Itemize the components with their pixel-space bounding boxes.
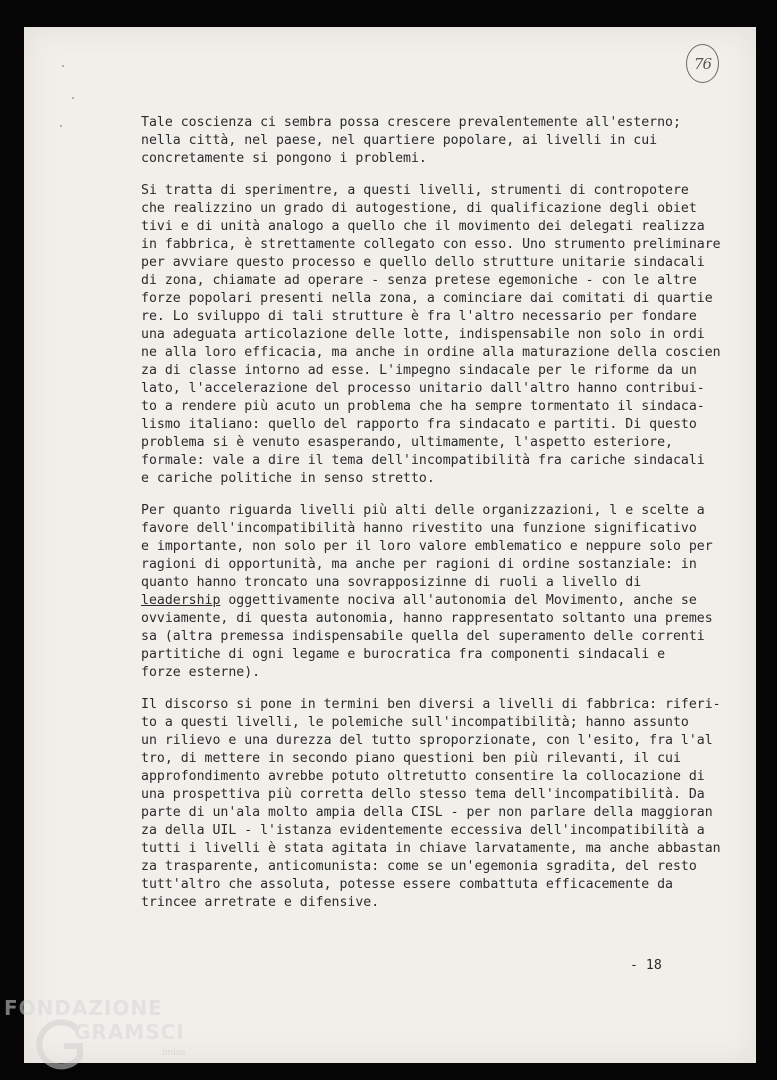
paragraph bbox=[141, 502, 713, 682]
text-line: Tale coscienza ci sembra possa crescere prevalentemente all'esterno; bbox=[141, 115, 681, 130]
text-line: che realizzino un grado di autogestione, di qualificazione degli obiet bbox=[141, 201, 697, 216]
footer-page-label: - 18 bbox=[630, 958, 662, 973]
text-line: partitiche di ogni legame e burocratica fra componenti sindacali e bbox=[141, 647, 666, 662]
speck bbox=[72, 97, 74, 99]
speck bbox=[60, 125, 62, 127]
watermark-logo bbox=[4, 992, 204, 1072]
text-line: ragioni di opportunità, ma anche per ragioni di ordine sostanziale: in bbox=[141, 557, 697, 572]
text-line: approfondimento avrebbe potuto oltretutto consentire la collocazione di bbox=[141, 769, 705, 784]
text-line: re. Lo sviluppo di tali strutture è fra l'altro necessario per fondare bbox=[141, 309, 697, 324]
text-line: concretamente si pongono i problemi. bbox=[141, 151, 427, 166]
circled-page-number: 76 bbox=[686, 44, 719, 83]
text-line: lismo italiano: quello del rapporto fra sindacato e partiti. Di questo bbox=[141, 417, 697, 432]
text-line: Il discorso si pone in termini ben diversi a livelli di fabbrica: riferi- bbox=[141, 697, 721, 712]
underlined-word: leadership bbox=[141, 593, 221, 608]
text-line: trincee arretrate e difensive. bbox=[141, 895, 380, 910]
text-line: parte di un'ala molto ampia della CISL - per non parlare della maggioran bbox=[141, 805, 713, 820]
paragraph bbox=[141, 114, 681, 168]
paragraph bbox=[141, 696, 721, 912]
text-line: forze esterne). bbox=[141, 665, 261, 680]
text-line: za trasparente, anticomunista: come se un'egemonia sgradita, del resto bbox=[141, 859, 697, 874]
text-line: Per quanto riguarda livelli più alti delle organizzazioni, l e scelte a bbox=[141, 503, 705, 518]
text-line: ne alla loro efficacia, ma anche in ordine alla maturazione della coscien bbox=[141, 345, 721, 360]
text-line: lato, l'accelerazione del processo unitario dall'altro hanno contribui- bbox=[141, 381, 705, 396]
text-line: nella città, nel paese, nel quartiere popolare, ai livelli in cui bbox=[141, 133, 658, 148]
speck bbox=[62, 65, 64, 67]
text-line: un rilievo e una durezza del tutto sproporzionate, con l'esito, fra l'al bbox=[141, 733, 713, 748]
text-line: to a questi livelli, le polemiche sull'incompatibilità; hanno assunto bbox=[141, 715, 689, 730]
text-line: e cariche politiche in senso stretto. bbox=[141, 471, 435, 486]
watermark-line1: FONDAZIONE bbox=[4, 996, 163, 1020]
text-line: problema si è venuto esasperando, ultimamente, l'aspetto esteriore, bbox=[141, 435, 673, 450]
text-line: una adeguata articolazione delle lotte, indispensabile non solo in ordi bbox=[141, 327, 705, 342]
text-line: favore dell'incompatibilità hanno rivestito una funzione significativo bbox=[141, 521, 697, 536]
text-line: di zona, chiamate ad operare - senza pretese egemoniche - con le altre bbox=[141, 273, 697, 288]
text-line: quanto hanno troncato una sovrapposizinne di ruoli a livello di bbox=[141, 575, 642, 590]
watermark-suffix: onlus bbox=[162, 1048, 187, 1058]
watermark-line2: GRAMSCI bbox=[74, 1020, 185, 1044]
text-line: in fabbrica, è strettamente collegato con esso. Uno strumento preliminare bbox=[141, 237, 721, 252]
text-line: tutti i livelli è stata agitata in chiave larvatamente, ma anche abbastan bbox=[141, 841, 721, 856]
paragraph bbox=[141, 182, 721, 488]
text-line: sa (altra premessa indispensabile quella del superamento delle correnti bbox=[141, 629, 705, 644]
text-line: ovviamente, di questa autonomia, hanno rappresentato soltanto una premes bbox=[141, 611, 713, 626]
text-line: leadership oggettivamente nociva all'autonomia del Movimento, anche se bbox=[141, 593, 697, 608]
text-line: tivi e di unità analogo a quello che il movimento dei delegati realizza bbox=[141, 219, 705, 234]
text-line: to a rendere più acuto un problema che ha sempre tormentato il sindaca- bbox=[141, 399, 705, 414]
text-line: Si tratta di sperimentre, a questi livelli, strumenti di contropotere bbox=[141, 183, 689, 198]
text-line: za di classe intorno ad esse. L'impegno sindacale per le riforme da un bbox=[141, 363, 697, 378]
text-line: una prospettiva più corretta dello stesso tema dell'incompatibilità. Da bbox=[141, 787, 705, 802]
text-line: e importante, non solo per il loro valore emblematico e neppure solo per bbox=[141, 539, 713, 554]
text-line: tutt'altro che assoluta, potesse essere combattuta efficacemente da bbox=[141, 877, 673, 892]
typewritten-body bbox=[141, 114, 721, 926]
text-line: forze popolari presenti nella zona, a cominciare dai comitati di quartie bbox=[141, 291, 713, 306]
text-line: tro, di mettere in secondo piano questioni ben più rilevanti, il cui bbox=[141, 751, 681, 766]
text-line: per avviare questo processo e quello dello strutture unitarie sindacali bbox=[141, 255, 705, 270]
text-line: formale: vale a dire il tema dell'incompatibilità fra cariche sindacali bbox=[141, 453, 705, 468]
text-line: za della UIL - l'istanza evidentemente eccessiva dell'incompatibilità a bbox=[141, 823, 705, 838]
